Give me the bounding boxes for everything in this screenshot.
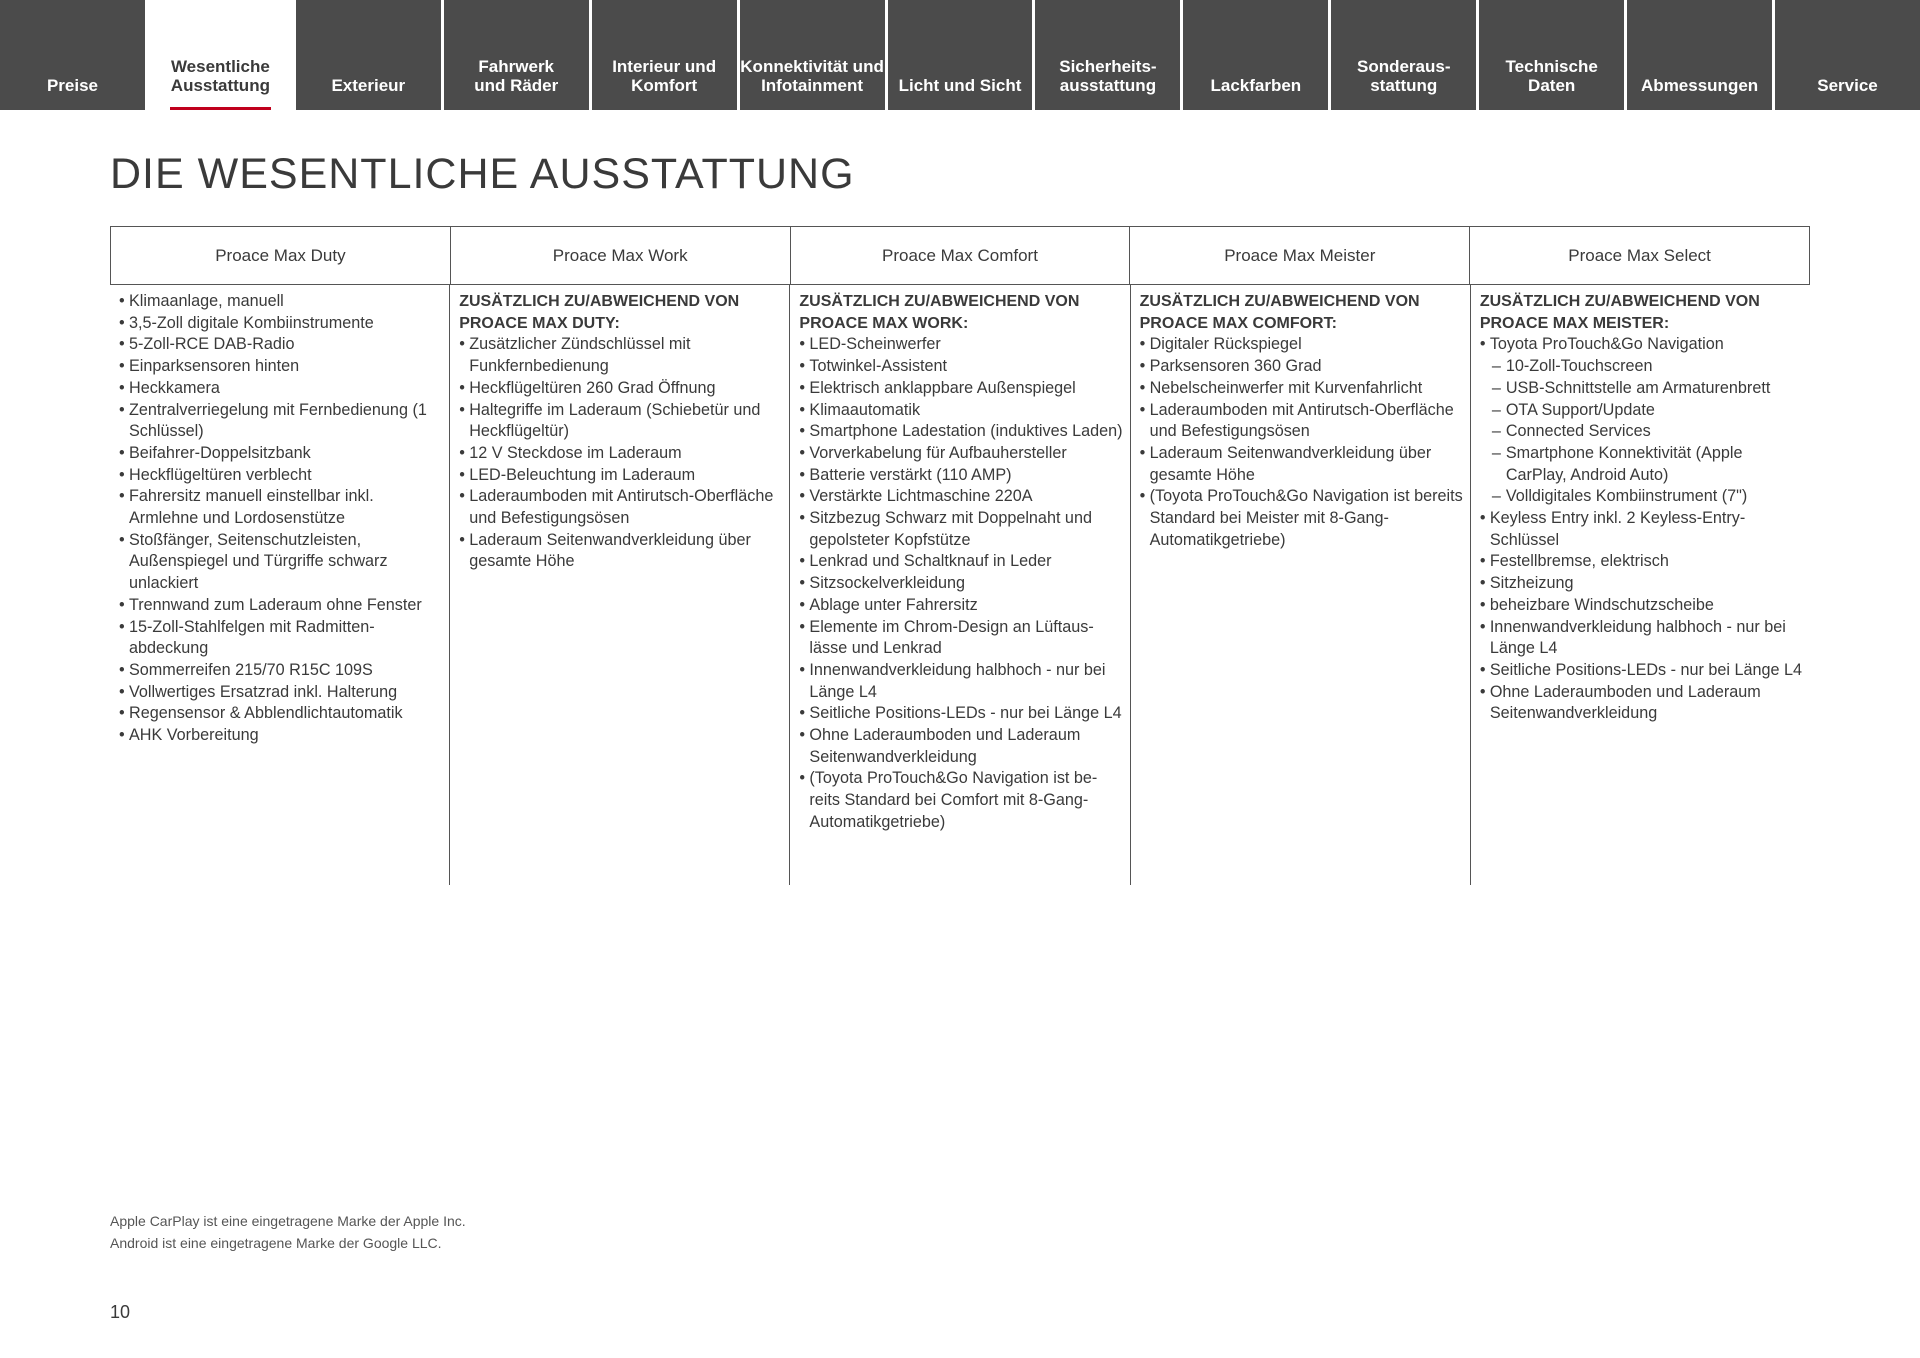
feature-item: • Klimaanlage, manuell	[119, 291, 443, 313]
feature-item: • Fahrersitz manuell einstellbar inkl. Armlehne und Lordosenstütze	[119, 486, 443, 529]
column-header: Proace Max Meister	[1130, 227, 1470, 284]
feature-item: • Beifahrer-Doppelsitzbank	[119, 443, 443, 465]
feature-item: • Batterie verstärkt (110 AMP)	[799, 465, 1123, 487]
feature-list	[459, 334, 783, 573]
feature-item: • Lenkrad und Schaltknauf in Leder	[799, 551, 1123, 573]
footnote-apple: Apple CarPlay ist eine eingetragene Marke der Apple Inc.	[110, 1213, 466, 1229]
feature-item: • Vorverkabelung für Aufbauhersteller	[799, 443, 1123, 465]
feature-item: • Trennwand zum Laderaum ohne Fenster	[119, 595, 443, 617]
feature-item: • Laderaumboden mit Antirutsch-Oberfläche und Befestigungsösen	[1140, 400, 1464, 443]
feature-item: • 15-Zoll-Stahlfelgen mit Radmitten-abdeckung	[119, 617, 443, 660]
nav-tab-exterieur[interactable]: Exterieur	[296, 0, 441, 110]
feature-item: • Elemente im Chrom-Design an Lüftaus-lässe und Lenkrad	[799, 617, 1123, 660]
feature-item: • 3,5-Zoll digitale Kombiinstrumente	[119, 313, 443, 335]
feature-item: • Ohne Laderaumboden und Laderaum Seitenwandverkleidung	[799, 725, 1123, 768]
feature-item: • Toyota ProTouch&Go Navigation	[1480, 334, 1804, 356]
feature-item: • Elektrisch anklappbare Außenspiegel	[799, 378, 1123, 400]
feature-item: – OTA Support/Update	[1480, 400, 1804, 422]
nav-tab-technische-daten[interactable]: Technische Daten	[1479, 0, 1624, 110]
nav-tab-lackfarben[interactable]: Lackfarben	[1183, 0, 1328, 110]
column-header: Proace Max Select	[1568, 245, 1711, 265]
feature-item: • LED-Scheinwerfer	[799, 334, 1123, 356]
feature-item: • Klimaautomatik	[799, 400, 1123, 422]
column-subheading: ZUSÄTZLICH ZU/ABWEICHEND VON PROACE MAX DUTY:	[459, 293, 740, 332]
feature-item: • Ohne Laderaumboden und Laderaum Seitenwandverkleidung	[1480, 682, 1804, 725]
feature-item: – 10-Zoll-Touchscreen	[1480, 356, 1804, 378]
feature-list	[799, 334, 1123, 833]
feature-item: – Volldigitales Kombiinstrument (7")	[1480, 486, 1804, 508]
feature-item: • (Toyota ProTouch&Go Navigation ist be-reits Standard bei Comfort mit 8-Gang-Automatikgetriebe)	[799, 768, 1123, 833]
nav-tab-sonderaus-stattung[interactable]: Sonderaus- stattung	[1331, 0, 1476, 110]
feature-item: • Seitliche Positions-LEDs - nur bei Länge L4	[1480, 660, 1804, 682]
feature-list	[119, 291, 443, 747]
feature-item: • Verstärkte Lichtmaschine 220A	[799, 486, 1123, 508]
feature-item: • Laderaumboden mit Antirutsch-Oberfläche und Befestigungsösen	[459, 486, 783, 529]
column-subheading: ZUSÄTZLICH ZU/ABWEICHEND VON PROACE MAX COMFORT:	[1139, 293, 1420, 332]
table-body-row	[110, 285, 1810, 885]
nav-tab-konnektivität-und-infotainment[interactable]: Konnektivität und Infotainment	[740, 0, 885, 110]
footnotes	[110, 1210, 466, 1254]
footnote-android: Android ist eine eingetragene Marke der Google LLC.	[110, 1235, 442, 1251]
nav-tab-abmessungen[interactable]: Abmessungen	[1627, 0, 1772, 110]
feature-item: • Sitzheizung	[1480, 573, 1804, 595]
feature-item: • Innenwandverkleidung halbhoch - nur bei Länge L4	[1480, 617, 1804, 660]
feature-item: • Seitliche Positions-LEDs - nur bei Länge L4	[799, 703, 1123, 725]
feature-list	[1480, 334, 1804, 725]
feature-item: • AHK Vorbereitung	[119, 725, 443, 747]
top-navigation	[0, 0, 1920, 110]
page-number: 10	[110, 1302, 131, 1322]
feature-item: • Sitzsockelverkleidung	[799, 573, 1123, 595]
nav-tab-fahrwerk-und-räder[interactable]: Fahrwerk und Räder	[444, 0, 589, 110]
nav-tab-sicherheits-ausstattung[interactable]: Sicherheits- ausstattung	[1035, 0, 1180, 110]
column-cell	[110, 285, 449, 885]
nav-tab-service[interactable]: Service	[1775, 0, 1920, 110]
page-title: DIE WESENTLICHE AUSSTATTUNG	[110, 150, 855, 198]
column-header: Proace Max Duty	[111, 227, 451, 284]
feature-item: • Nebelscheinwerfer mit Kurvenfahrlicht	[1140, 378, 1464, 400]
feature-item: • Haltegriffe im Laderaum (Schiebetür und Heckflügeltür)	[459, 400, 783, 443]
nav-tab-licht-und-sicht[interactable]: Licht und Sicht	[888, 0, 1033, 110]
column-cell	[789, 285, 1129, 885]
feature-item: • Ablage unter Fahrersitz	[799, 595, 1123, 617]
feature-list	[1140, 334, 1464, 551]
feature-item: • Vollwertiges Ersatzrad inkl. Halterung	[119, 682, 443, 704]
feature-item: • Zentralverriegelung mit Fernbedienung (1 Schlüssel)	[119, 400, 443, 443]
feature-item: • Innenwandverkleidung halbhoch - nur bei Länge L4	[799, 660, 1123, 703]
feature-item: • Einparksensoren hinten	[119, 356, 443, 378]
column-cell	[1130, 285, 1470, 885]
nav-tab-preise[interactable]: Preise	[0, 0, 145, 110]
nav-tab-interieur-und-komfort[interactable]: Interieur und Komfort	[592, 0, 737, 110]
column-cell	[1470, 285, 1810, 885]
feature-item: • Digitaler Rückspiegel	[1140, 334, 1464, 356]
column-header: Proace Max Work	[451, 227, 791, 284]
nav-tab-wesentliche-ausstattung[interactable]: Wesentliche Ausstattung	[148, 0, 293, 110]
feature-item: • 5-Zoll-RCE DAB-Radio	[119, 334, 443, 356]
feature-item: – Smartphone Konnektivität (Apple CarPlay, Android Auto)	[1480, 443, 1804, 486]
feature-item: – USB-Schnittstelle am Armaturenbrett	[1480, 378, 1804, 400]
feature-item: • Sommerreifen 215/70 R15C 109S	[119, 660, 443, 682]
feature-item: • Sitzbezug Schwarz mit Doppelnaht und gepolsteter Kopfstütze	[799, 508, 1123, 551]
feature-item: • Stoßfänger, Seitenschutzleisten, Außenspiegel und Türgriffe schwarz unlackiert	[119, 530, 443, 595]
feature-item: • 12 V Steckdose im Laderaum	[459, 443, 783, 465]
feature-item: • Laderaum Seitenwandverkleidung über gesamte Höhe	[1140, 443, 1464, 486]
column-subheading: ZUSÄTZLICH ZU/ABWEICHEND VON PROACE MAX WORK:	[799, 293, 1080, 332]
feature-item: • LED-Beleuchtung im Laderaum	[459, 465, 783, 487]
feature-item: • Totwinkel-Assistent	[799, 356, 1123, 378]
column-subheading: ZUSÄTZLICH ZU/ABWEICHEND VON PROACE MAX MEISTER:	[1479, 293, 1760, 332]
feature-item: • Heckkamera	[119, 378, 443, 400]
feature-item: • Heckflügeltüren verblecht	[119, 465, 443, 487]
feature-item: • Regensensor & Abblendlichtautomatik	[119, 703, 443, 725]
feature-item: • (Toyota ProTouch&Go Navigation ist bereits Standard bei Meister mit 8-Gang-Automatikgetriebe)	[1140, 486, 1464, 551]
feature-item: • Keyless Entry inkl. 2 Keyless-Entry-Schlüssel	[1480, 508, 1804, 551]
feature-item: • Festellbremse, elektrisch	[1480, 551, 1804, 573]
column-header: Proace Max Comfort	[791, 227, 1131, 284]
feature-item: • Heckflügeltüren 260 Grad Öffnung	[459, 378, 783, 400]
table-header-row	[110, 226, 1810, 285]
column-cell	[449, 285, 789, 885]
feature-item: • beheizbare Windschutzscheibe	[1480, 595, 1804, 617]
feature-item: • Smartphone Ladestation (induktives Laden)	[799, 421, 1123, 443]
feature-item: – Connected Services	[1480, 421, 1804, 443]
feature-item: • Laderaum Seitenwandverkleidung über gesamte Höhe	[459, 530, 783, 573]
feature-item: • Parksensoren 360 Grad	[1140, 356, 1464, 378]
equipment-table	[110, 226, 1810, 885]
feature-item: • Zusätzlicher Zündschlüssel mit Funkfernbedienung	[459, 334, 783, 377]
